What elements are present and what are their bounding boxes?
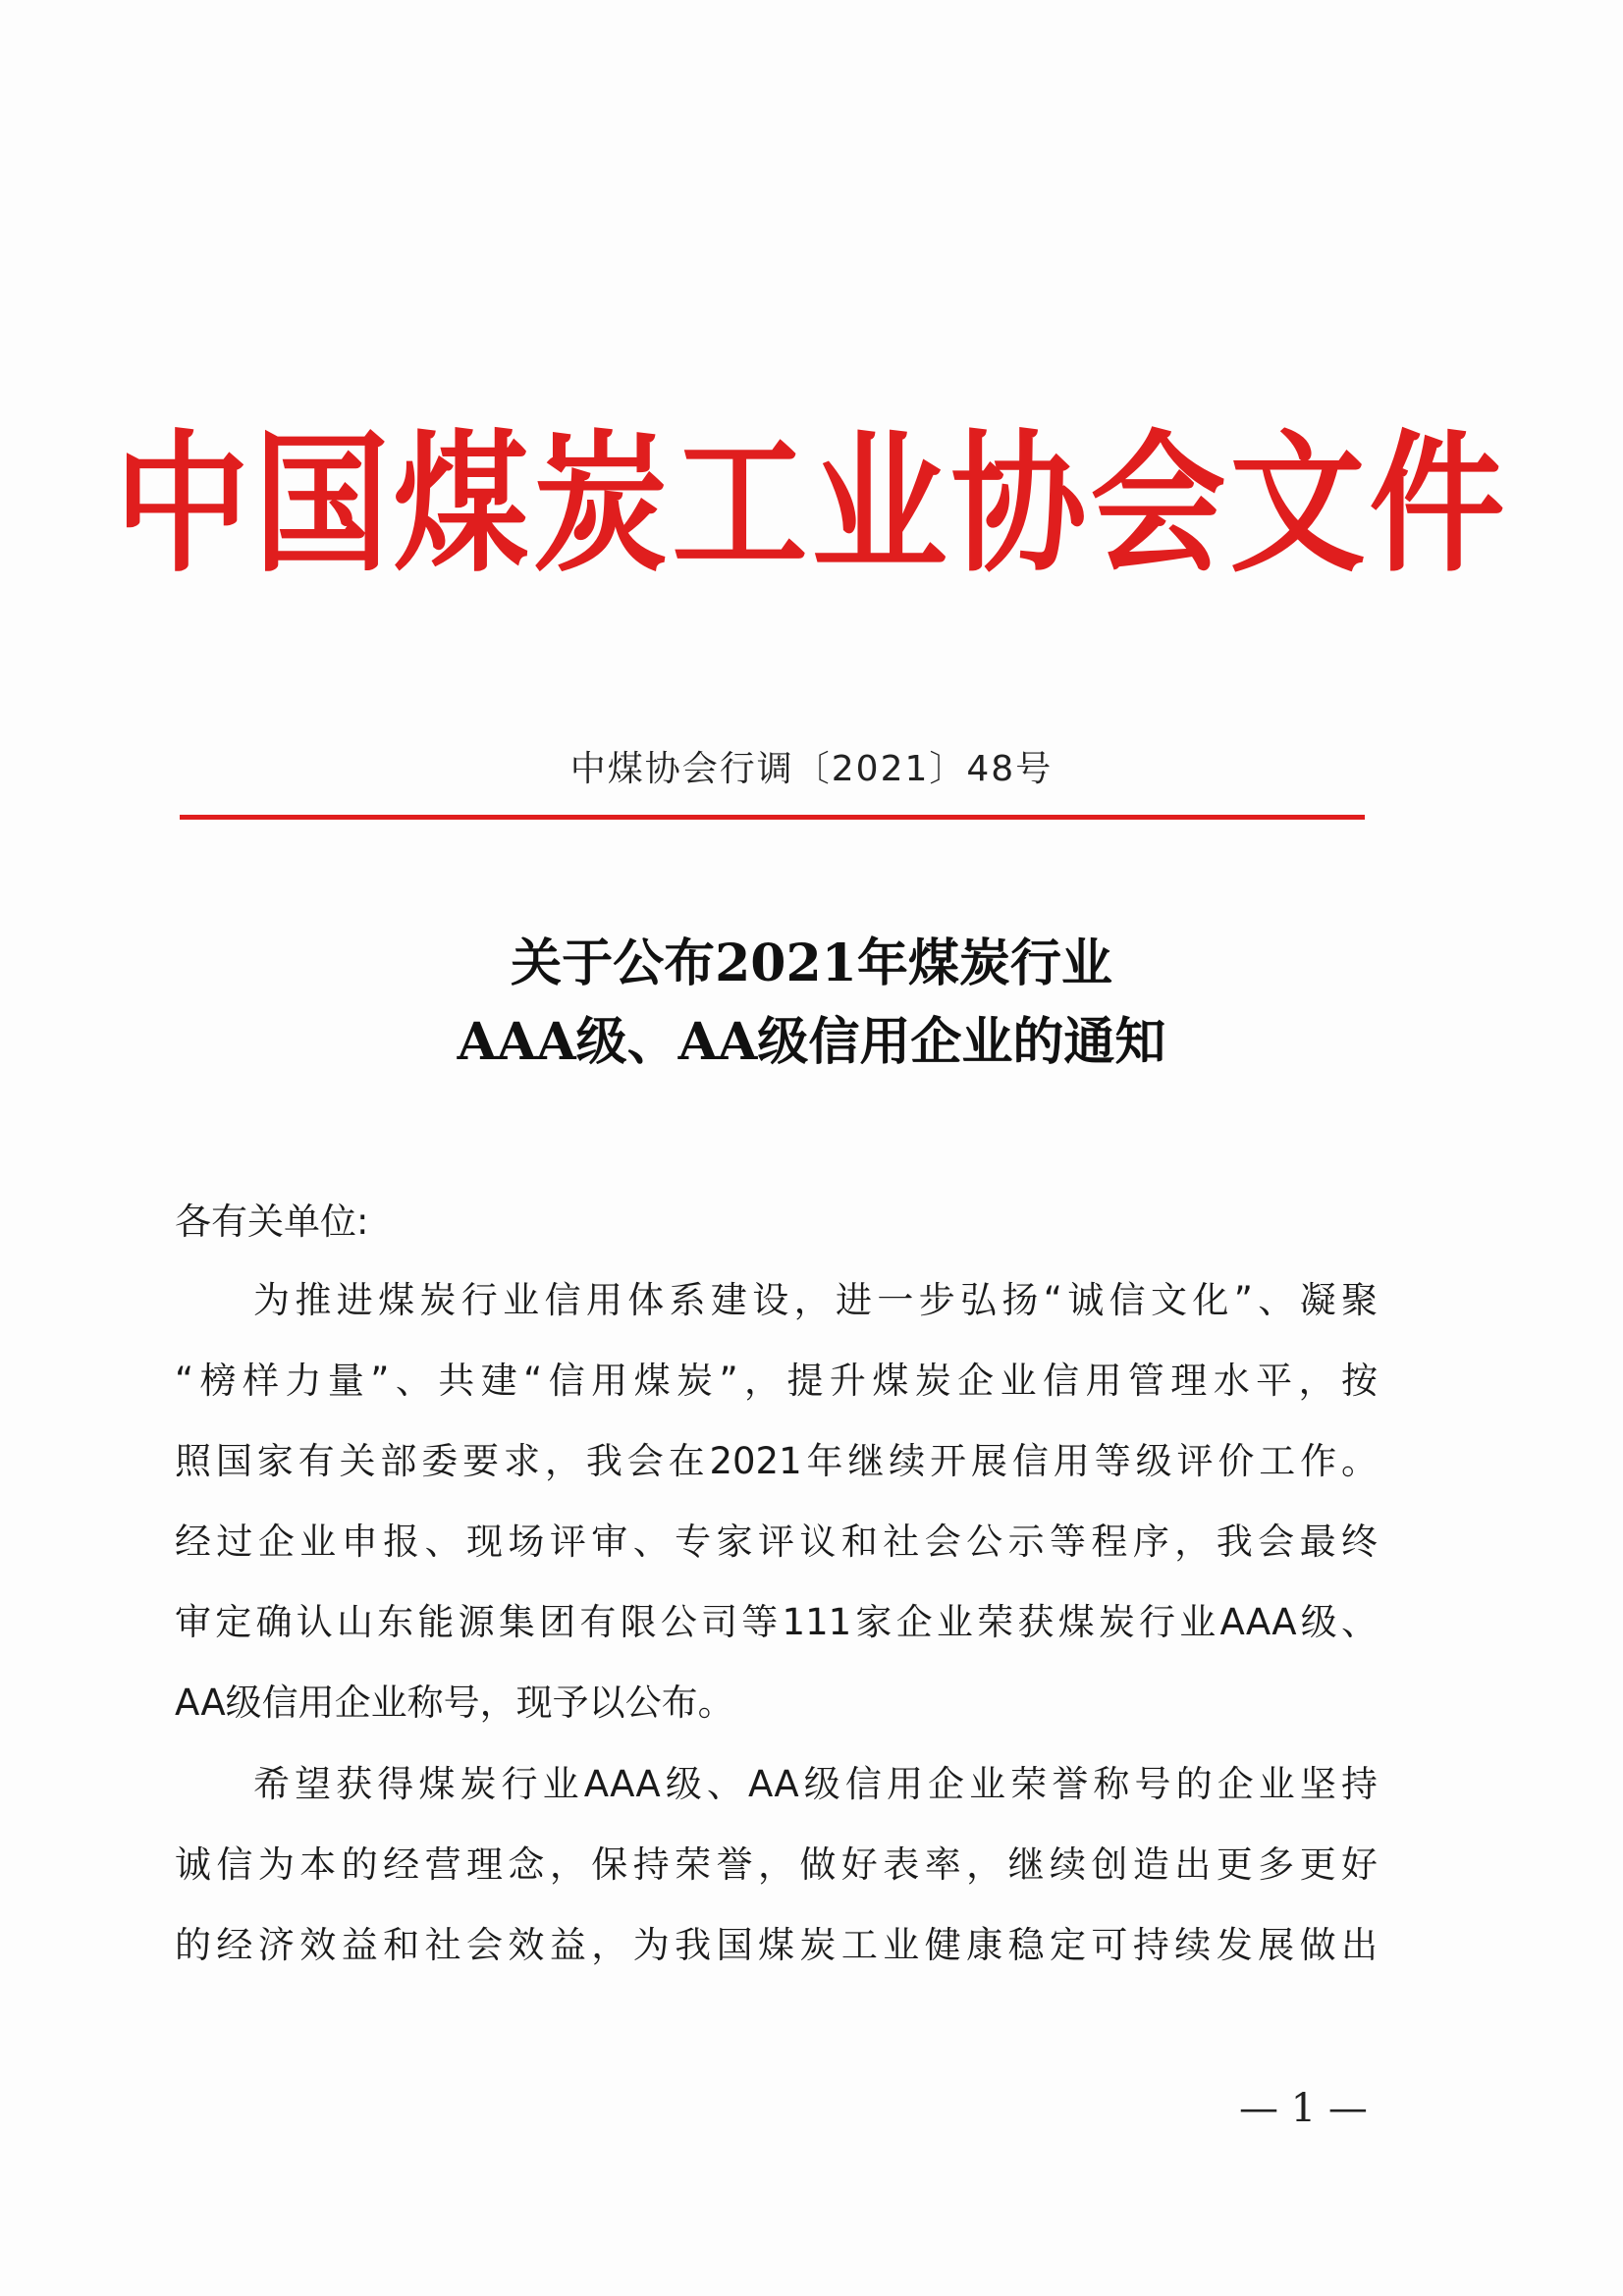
salutation: 各有关单位: <box>175 1201 369 1243</box>
paragraph-1-line: 为推进煤炭行业信用体系建设，进一步弘扬“诚信文化”、凝聚 <box>253 1279 1378 1321</box>
document-number: 中煤协会行调〔2021〕48号 <box>569 749 1054 789</box>
paragraph-1-line: “榜样力量”、共建“信用煤炭”，提升煤炭企业信用管理水平，按 <box>175 1360 1378 1402</box>
paragraph-2-line: 的经济效益和社会效益，为我国煤炭工业健康稳定可持续发展做出 <box>175 1924 1378 1966</box>
paragraph-1-line: 经过企业申报、现场评审、专家评议和社会公示等程序，我会最终 <box>175 1521 1378 1563</box>
paragraph-1-line: 审定确认山东能源集团有限公司等111家企业荣获煤炭行业AAA级、 <box>175 1601 1378 1643</box>
red-divider-line <box>180 815 1365 820</box>
notice-title-line-2: AAA级、AA级信用企业的通知 <box>457 1012 1166 1072</box>
page-number: — 1 — <box>1239 2086 1368 2131</box>
paragraph-2-line: 希望获得煤炭行业AAA级、AA级信用企业荣誉称号的企业坚持 <box>253 1763 1378 1805</box>
paragraph-2 <box>175 1744 1378 1986</box>
paragraph-1 <box>175 1260 1378 1743</box>
issuer-header-title: 中国煤炭工业协会文件 <box>114 415 1509 594</box>
paragraph-1-line: AA级信用企业称号，现予以公布。 <box>175 1682 734 1724</box>
paragraph-2-line: 诚信为本的经营理念，保持荣誉，做好表率，继续创造出更多更好 <box>175 1843 1378 1886</box>
paragraph-1-line: 照国家有关部委要求，我会在2021年继续开展信用等级评价工作。 <box>175 1440 1378 1482</box>
notice-title-line-1: 关于公布2021年煤炭行业 <box>511 934 1112 993</box>
